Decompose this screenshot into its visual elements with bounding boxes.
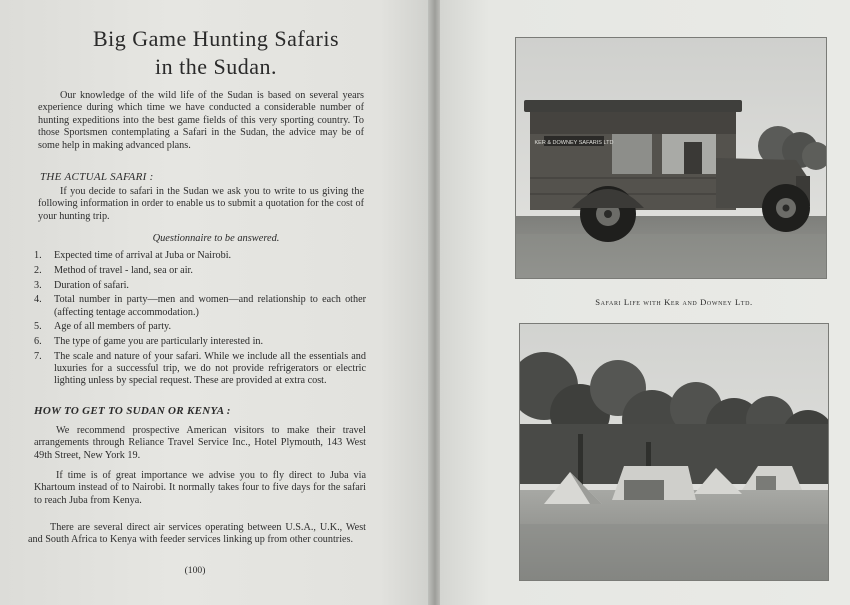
list-item-number: 3. — [34, 279, 42, 291]
list-item-number: 5. — [34, 321, 42, 333]
page-title-line-2: in the Sudan. — [155, 54, 277, 79]
fly-direct-paragraph: If time is of great importance we advise you to fly direct to Juba via Khartoum instead of to Nairobi. It normally takes four to five days for the safari to reach Juba from Kenya. — [34, 470, 366, 506]
list-item-text: Expected time of arrival at Juba or Nairobi. — [54, 250, 232, 261]
list-item — [34, 250, 366, 262]
list-item-number: 2. — [34, 264, 42, 276]
heading-how-to-get: HOW TO GET TO SUDAN OR KENYA : — [34, 405, 231, 417]
list-item — [34, 280, 366, 292]
heading-actual-safari: THE ACTUAL SAFARI : — [40, 171, 154, 183]
list-item — [34, 265, 366, 277]
list-item-text: The scale and nature of your safari. While we include all the essentials and luxuries for a successful trip, we do not provide refrigerators or electric lighting unless by special request. These are provided at extra cost. — [54, 350, 366, 387]
questionnaire-list — [34, 250, 366, 390]
intro-paragraph: Our knowledge of the wild life of the Sudan is based on several years experience during which time we have conducted a considerable number of hunting expeditions into the best game fields of this very sporting country. To those Sportsmen contemplating a Safari in the Sudan, the advice may be of some help in making advanced plans. — [38, 90, 364, 151]
list-item — [34, 351, 366, 388]
questionnaire-title: Questionnaire to be answered. — [152, 233, 280, 244]
safari-camp-photo — [520, 324, 828, 580]
list-item — [34, 294, 366, 318]
list-item-text: The type of game you are particularly interested in. — [54, 336, 264, 348]
list-item — [34, 336, 366, 348]
actual-safari-paragraph: If you decide to safari in the Sudan we ask you to write to us giving the following information in order to enable us to submit a quotation for the cost of your hunting trip. — [38, 186, 364, 222]
list-item-text: Duration of safari. — [54, 279, 129, 291]
truck-illustration — [516, 38, 826, 278]
list-item-number: 6. — [34, 336, 42, 348]
camp-illustration — [520, 324, 828, 580]
page-number: (100) — [184, 565, 206, 576]
list-item-text: Method of travel - land, sea or air. — [54, 264, 193, 276]
safari-truck-photo — [516, 38, 826, 278]
recommend-paragraph: We recommend prospective American visitors to make their travel arrangements through Reliance Travel Service Inc., Hotel Plymouth, 143 West 49th Street, New York 19. — [34, 425, 366, 461]
list-item-number: 7. — [34, 350, 42, 362]
air-services-paragraph: There are several direct air services operating between U.S.A., U.K., West and South Africa to Kenya with feeder services linking up from other countries. — [28, 522, 366, 546]
list-item-text: Total number in party—men and women—and relationship to each other (affecting tentage accommodation.) — [54, 294, 366, 318]
page-title-line-1: Big Game Hunting Safaris — [92, 26, 340, 51]
truck-door-sign: KER & DOWNEY SAFARIS LTD — [534, 140, 614, 146]
list-item-text: Age of all members of party. — [54, 321, 172, 333]
list-item-number: 4. — [34, 294, 42, 306]
photo-caption: Safari Life with Ker and Downey Ltd. — [595, 297, 753, 307]
list-item-number: 1. — [34, 250, 42, 261]
list-item — [34, 321, 366, 333]
